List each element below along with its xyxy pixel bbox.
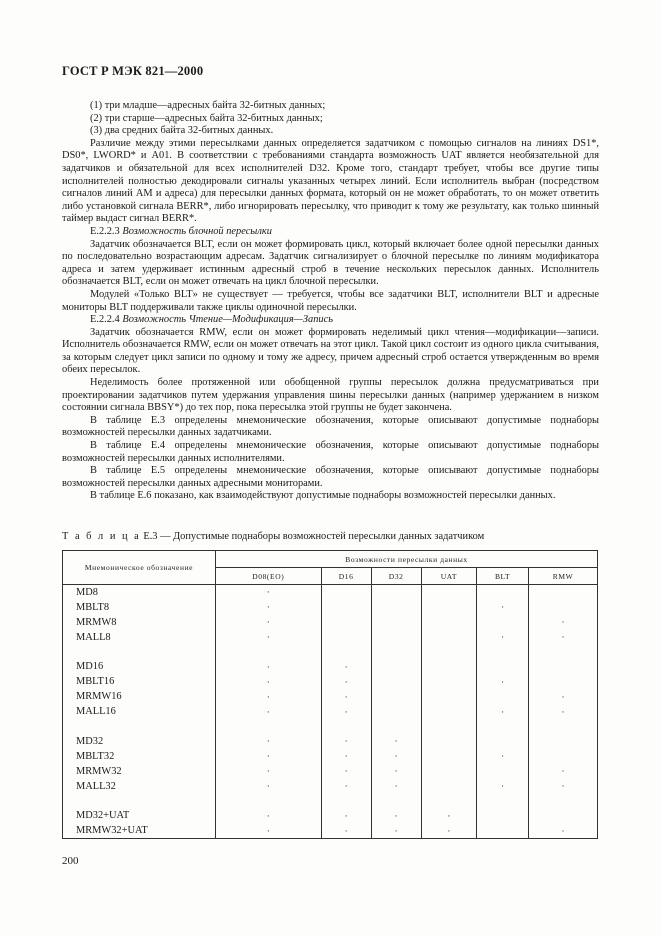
capability-cell: · (321, 734, 371, 749)
capability-cell (421, 615, 476, 630)
table-row (63, 689, 598, 704)
capability-cell (477, 808, 529, 823)
table-row (63, 808, 598, 823)
capability-cell: · (321, 808, 371, 823)
table-row (63, 793, 598, 808)
capability-cell (371, 704, 421, 719)
capability-cell: · (216, 659, 322, 674)
capability-cell (529, 734, 598, 749)
section-title: Возможность Чтение—Модификация—Запись (122, 314, 333, 326)
capability-cell: · (216, 689, 322, 704)
column-header-mnemonic: Мнемоническое обозначение (63, 551, 216, 585)
paragraph: Модулей «Только BLT» не существует — требуется, чтобы все задатчики BLT, исполнители BLT и адресные мониторы BLT поддерживали также циклы одиночной пересылки. (62, 288, 599, 313)
capability-cell: · (216, 749, 322, 764)
mnemonic-cell: MALL16 (63, 704, 216, 719)
mnemonic-cell: MALL32 (63, 779, 216, 794)
capability-cell: · (529, 689, 598, 704)
capability-cell: · (321, 689, 371, 704)
table-row (63, 600, 598, 615)
mnemonic-cell: MBLT32 (63, 749, 216, 764)
table-row (63, 823, 598, 838)
capability-cell (421, 585, 476, 600)
table-row (63, 659, 598, 674)
capability-cell: · (371, 779, 421, 794)
capability-cell (371, 585, 421, 600)
paragraph: Неделимость более протяженной или обобщенной группы пересылок должна предусматриваться при проектировании задатчиков путем удержания управления шины пересылки данных (например удержанием в низком состоянии сигнала BBSY*) до тех пор, пока пересылка этой группы не будет закончена. (62, 377, 599, 414)
capability-cell (371, 600, 421, 615)
table-row (63, 704, 598, 719)
section-number: Е.2.2.4 (90, 314, 120, 326)
table-row (63, 779, 598, 794)
paragraph: Задатчик обозначается RMW, если он может формировать неделимый цикл чтения—модификации—записи. Исполнитель обозначается RMW, если он может отвечать на этот цикл. Такой цикл состоит из одного цикла считывания, за которым следует цикл записи по одному и тому же адресу, причем адресный строб остается утвержденным во время обеих пересылок. (62, 326, 599, 376)
capability-cell: · (477, 779, 529, 794)
capability-cell (421, 630, 476, 645)
capability-cell (477, 645, 529, 660)
capability-cell (477, 689, 529, 704)
capability-cell (321, 615, 371, 630)
capability-cell: · (477, 749, 529, 764)
capability-cell: · (216, 615, 322, 630)
capability-cell (216, 793, 322, 808)
capability-cell (477, 659, 529, 674)
column-group-header: Возможности пересылки данных (216, 551, 598, 568)
capability-cell (216, 719, 322, 734)
capability-cell (216, 645, 322, 660)
capability-cell: · (371, 734, 421, 749)
capability-cell: · (216, 630, 322, 645)
column-header: RMW (529, 568, 598, 585)
capability-cell: · (529, 704, 598, 719)
capability-cell (529, 585, 598, 600)
capability-cell (321, 600, 371, 615)
capability-cell: · (216, 734, 322, 749)
capability-cell: · (529, 823, 598, 838)
capability-cell (421, 674, 476, 689)
paragraph: Задатчик обозначается BLT, если он может формировать цикл, который включает более одной пересылки данных по последовательно возрастающим адресам. Задатчик сигнализирует о блочной пересылке по линиям модификатора адреса и затем удерживает истинным адресный строб в течение нескольких пересылок данных. Исполнитель обозначается BLT, если он может отвечать на цикл блочной пересылки. (62, 238, 599, 288)
capability-cell (529, 659, 598, 674)
capability-cell (421, 704, 476, 719)
capability-cell: · (529, 764, 598, 779)
capability-cell: · (216, 674, 322, 689)
section-title: Возможность блочной пересылки (122, 225, 272, 237)
capability-cell (477, 734, 529, 749)
capability-cell (321, 645, 371, 660)
table-row (63, 615, 598, 630)
capability-cell (421, 793, 476, 808)
document-header: ГОСТ Р МЭК 821—2000 (62, 64, 204, 78)
capability-cell: · (529, 779, 598, 794)
paragraph: В таблице Е.5 определены мнемонические обозначения, которые описывают допустимые поднаборы возможностей пересылки данных адресными мониторами. (62, 465, 599, 489)
capability-cell (529, 645, 598, 660)
table-row (63, 645, 598, 660)
capability-cell (321, 793, 371, 808)
capability-cell (477, 823, 529, 838)
mnemonic-cell: MRMW16 (63, 689, 216, 704)
table-row (63, 749, 598, 764)
capability-cell: · (421, 808, 476, 823)
capability-cell: · (321, 704, 371, 719)
capability-cell (477, 615, 529, 630)
capability-cell: · (321, 659, 371, 674)
section-heading (62, 314, 599, 327)
capability-cell (477, 764, 529, 779)
list-item: (3) два средних байта 32-битных данных. (90, 125, 274, 137)
paragraph: В таблице Е.6 показано, как взаимодействуют допустимые поднаборы возможностей пересылки данных. (90, 490, 556, 502)
capability-cell (529, 600, 598, 615)
table-row (63, 734, 598, 749)
mnemonic-cell: MRMW32+UAT (63, 823, 216, 838)
column-header: UAT (421, 568, 476, 585)
column-header: D16 (321, 568, 371, 585)
capability-cell: · (216, 823, 322, 838)
capability-cell (529, 674, 598, 689)
capability-cell: · (216, 764, 322, 779)
capability-cell (529, 719, 598, 734)
capability-cell: · (371, 764, 421, 779)
capability-cell (371, 645, 421, 660)
table-row (63, 630, 598, 645)
capability-cell: · (371, 808, 421, 823)
capability-cell: · (216, 704, 322, 719)
column-header: BLT (477, 568, 529, 585)
capability-cell (421, 734, 476, 749)
capability-cell (421, 719, 476, 734)
capability-cell: · (529, 630, 598, 645)
capability-cell (421, 659, 476, 674)
table-caption-text: Е.3 — Допустимые поднаборы возможностей пересылки данных задатчиком (143, 531, 485, 542)
capability-cell: · (371, 823, 421, 838)
mnemonic-cell: MRMW32 (63, 764, 216, 779)
capability-cell: · (477, 630, 529, 645)
capabilities-table (62, 550, 598, 839)
section-number: Е.2.2.3 (90, 225, 120, 237)
capability-cell: · (321, 764, 371, 779)
table-row (63, 674, 598, 689)
paragraph: В таблице Е.3 определены мнемонические обозначения, которые описывают допустимые поднаборы возможностей пересылки данных задатчиками. (62, 414, 599, 439)
capability-cell (421, 764, 476, 779)
capability-cell (371, 793, 421, 808)
page-number: 200 (62, 855, 79, 867)
section-heading (62, 226, 599, 239)
mnemonic-cell: MALL8 (63, 630, 216, 645)
capability-cell: · (216, 600, 322, 615)
mnemonic-cell: MBLT16 (63, 674, 216, 689)
mnemonic-cell: MD32 (63, 734, 216, 749)
capability-cell (529, 749, 598, 764)
paragraph: В таблице Е.4 определены мнемонические обозначения, которые описывают допустимые поднаборы возможностей пересылки данных исполнителями. (62, 440, 599, 464)
mnemonic-cell: MD16 (63, 659, 216, 674)
capability-cell: · (321, 749, 371, 764)
capability-cell (371, 630, 421, 645)
table-caption-prefix: Т а б л и ц а (62, 531, 141, 542)
mnemonic-cell: MRMW8 (63, 615, 216, 630)
capability-cell (371, 659, 421, 674)
capability-cell: · (321, 823, 371, 838)
table-row (63, 719, 598, 734)
capability-cell: · (477, 674, 529, 689)
paragraph: Различие между этими пересылками данных определяется задатчиком с помощью сигналов на линиях DS1*, DS0*, LWORD* и A01. В соответствии с требованиями стандарта возможность UAT является необязательной для задатчиков и обязательной для всех исполнителей D32. Кроме того, стандарт требует, чтобы все другие типы исполнителей полностью декодировали сигналы указанных четырех линий. Если исполнитель выбран (посредством сигналов линий AM и адреса) для пересылки данных формата, который он не может обработать, то он может ответить либо установкой сигнала BERR*, либо игнорировать пересылку, что приводит к тому же результату, как только шинный таймер выдаст сигнал BERR*. (62, 137, 599, 225)
capability-cell (477, 719, 529, 734)
list-item: (2) три старше—адресных байта 32-битных данных; (90, 112, 323, 124)
mnemonic-cell: MBLT8 (63, 600, 216, 615)
capability-cell (371, 719, 421, 734)
capability-cell: · (321, 779, 371, 794)
capability-cell: · (477, 600, 529, 615)
list-item: (1) три младше—адресных байта 32-битных данных; (90, 100, 326, 111)
capability-cell (321, 630, 371, 645)
column-header: D32 (371, 568, 421, 585)
mnemonic-cell (63, 645, 216, 660)
capability-cell (421, 645, 476, 660)
mnemonic-cell: MD32+UAT (63, 808, 216, 823)
capability-cell: · (216, 779, 322, 794)
capability-cell (529, 808, 598, 823)
capability-cell (477, 585, 529, 600)
capability-cell (371, 615, 421, 630)
capability-cell: · (216, 585, 322, 600)
table-caption (62, 531, 484, 542)
capability-cell: · (421, 823, 476, 838)
capability-cell (477, 793, 529, 808)
body-text (62, 100, 599, 503)
capability-cell (321, 719, 371, 734)
capability-cell: · (529, 615, 598, 630)
mnemonic-cell (63, 793, 216, 808)
mnemonic-cell (63, 719, 216, 734)
capability-cell (421, 749, 476, 764)
capability-cell: · (477, 704, 529, 719)
capability-cell: · (216, 808, 322, 823)
table-row (63, 764, 598, 779)
capability-cell (421, 600, 476, 615)
column-header: D08(EO) (216, 568, 322, 585)
capability-cell: · (321, 674, 371, 689)
capability-cell (529, 793, 598, 808)
capability-cell (321, 585, 371, 600)
capability-cell (371, 689, 421, 704)
table-row (63, 585, 598, 600)
mnemonic-cell: MD8 (63, 585, 216, 600)
capability-cell (371, 674, 421, 689)
capability-cell (421, 689, 476, 704)
capability-cell (421, 779, 476, 794)
capability-cell: · (371, 749, 421, 764)
